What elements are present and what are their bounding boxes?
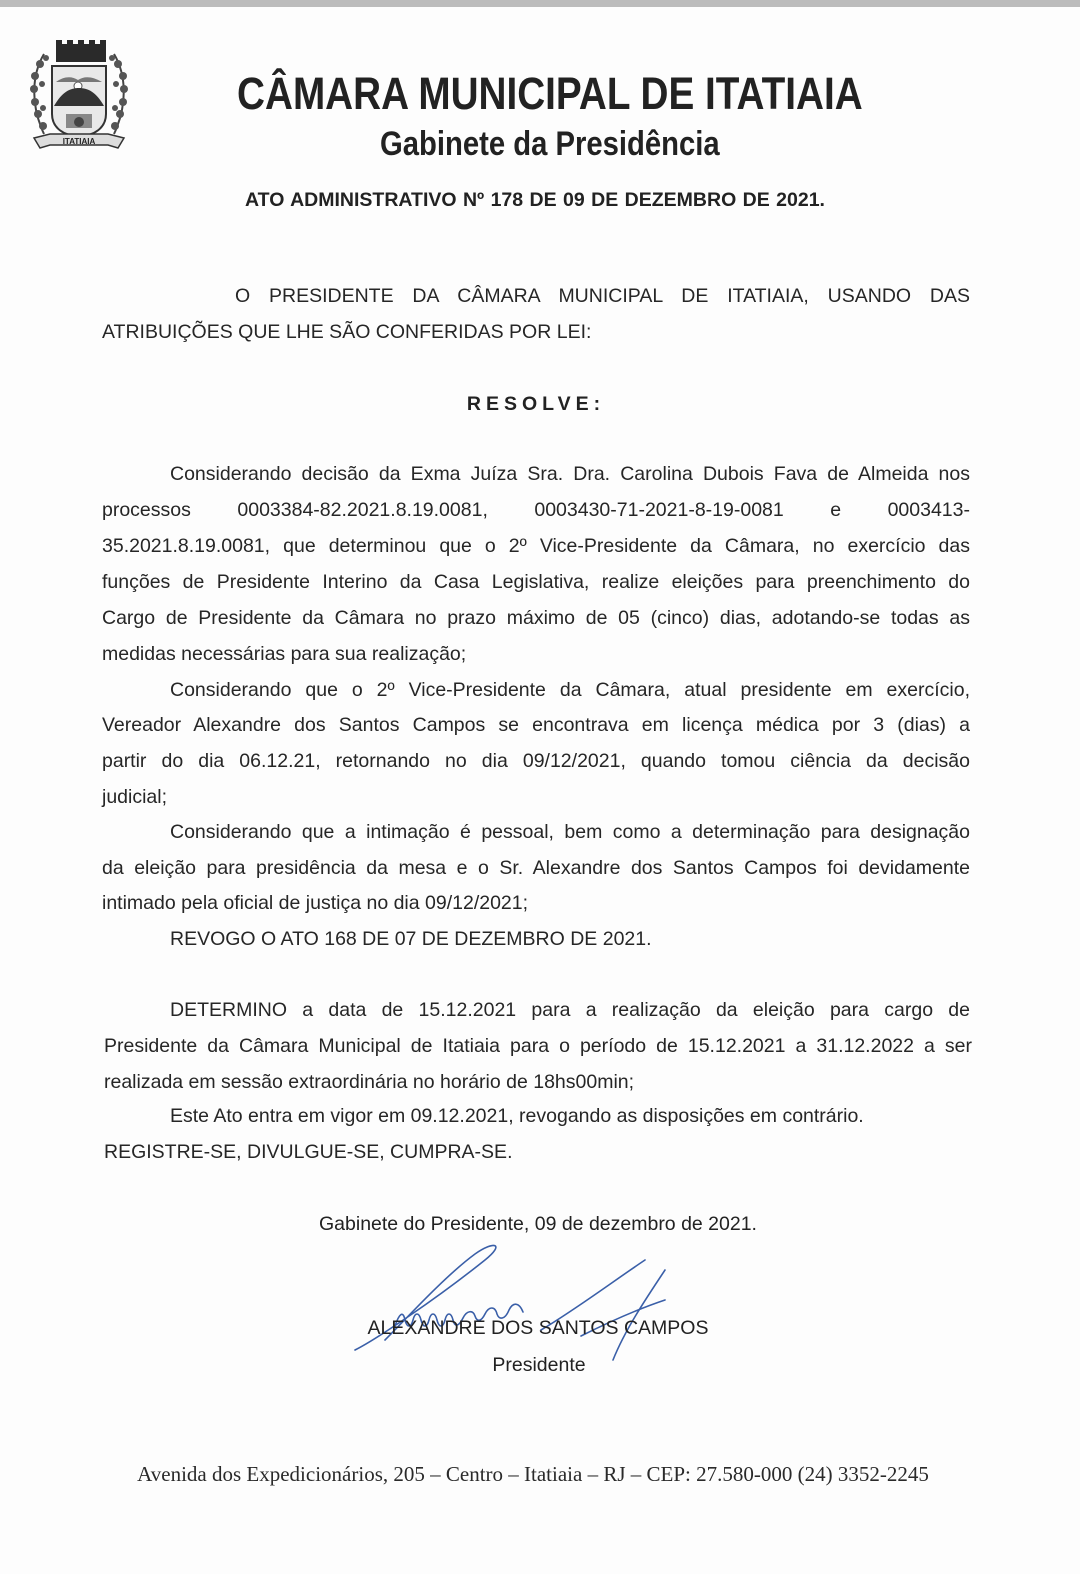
- preamble-line-1: O PRESIDENTE DA CÂMARA MUNICIPAL DE ITATIAIA, USANDO DAS: [235, 285, 970, 307]
- paragraph-2-line: judicial;: [102, 786, 168, 808]
- effective-date-line: Este Ato entra em vigor em 09.12.2021, revogando as disposições em contrário.: [170, 1105, 864, 1127]
- institution-subtitle: Gabinete da Presidência: [380, 125, 720, 163]
- paragraph-2-line: Vereador Alexandre dos Santos Campos se encontrava em licença médica por 3 (dias) a: [102, 714, 970, 736]
- paragraph-5-line: realizada em sessão extraordinária no horário de 18hs00min;: [104, 1071, 635, 1093]
- paragraph-1-line: 35.2021.8.19.0081, que determinou que o 2º Vice-Presidente da Câmara, no exercício das: [102, 535, 970, 557]
- paragraph-1-line: processos 0003384-82.2021.8.19.0081, 0003430-71-2021-8-19-0081 e 0003413-: [102, 499, 970, 521]
- handwritten-signature: [345, 1240, 685, 1365]
- top-bar: [0, 0, 1080, 7]
- footer-address: Avenida dos Expedicionários, 205 – Centro – Itatiaia – RJ – CEP: 27.580-000 (24) 3352-2245: [137, 1462, 929, 1486]
- paragraph-5-line: DETERMINO a data de 15.12.2021 para a realização da eleição para cargo de: [170, 999, 970, 1021]
- paragraph-1-line: medidas necessárias para sua realização;: [102, 643, 467, 665]
- paragraph-1-line: Considerando decisão da Exma Juíza Sra. Dra. Carolina Dubois Fava de Almeida nos: [170, 463, 970, 485]
- act-title: ATO ADMINISTRATIVO Nº 178 DE 09 DE DEZEMBRO DE 2021.: [245, 189, 825, 211]
- paragraph-1-line: Cargo de Presidente da Câmara no prazo máximo de 05 (cinco) dias, adotando-se todas as: [102, 607, 970, 629]
- revocation-line: REVOGO O ATO 168 DE 07 DE DEZEMBRO DE 2021.: [170, 928, 652, 950]
- paragraph-3-line: da eleição para presidência da mesa e o Sr. Alexandre dos Santos Campos foi devidamente: [102, 857, 970, 879]
- crest-ribbon-text: ITATIAIA: [62, 137, 96, 146]
- place-and-date: Gabinete do Presidente, 09 de dezembro de 2021.: [319, 1213, 757, 1235]
- signer-role: Presidente: [492, 1354, 586, 1376]
- resolve-heading: RESOLVE:: [466, 393, 606, 415]
- institution-title: CÂMARA MUNICIPAL DE ITATIAIA: [237, 68, 863, 119]
- paragraph-2-line: partir do dia 06.12.21, retornando no dia 09/12/2021, quando tomou ciência da decisão: [102, 750, 970, 772]
- paragraph-3-line: intimado pela oficial de justiça no dia 09/12/2021;: [102, 892, 529, 914]
- paragraph-5-line: Presidente da Câmara Municipal de Itatiaia para o período de 15.12.2021 a 31.12.2022 a ser: [104, 1035, 972, 1057]
- paragraph-1-line: funções de Presidente Interino da Casa Legislativa, realize eleições para preenchimento do: [102, 571, 970, 593]
- paragraph-2-line: Considerando que o 2º Vice-Presidente da Câmara, atual presidente em exercício,: [170, 679, 970, 701]
- paragraph-3-line: Considerando que a intimação é pessoal, bem como a determinação para designação: [170, 821, 970, 843]
- register-line: REGISTRE-SE, DIVULGUE-SE, CUMPRA-SE.: [104, 1141, 513, 1163]
- signer-name: ALEXANDRE DOS SANTOS CAMPOS: [367, 1317, 709, 1339]
- preamble-line-2: ATRIBUIÇÕES QUE LHE SÃO CONFERIDAS POR LEI:: [102, 321, 592, 343]
